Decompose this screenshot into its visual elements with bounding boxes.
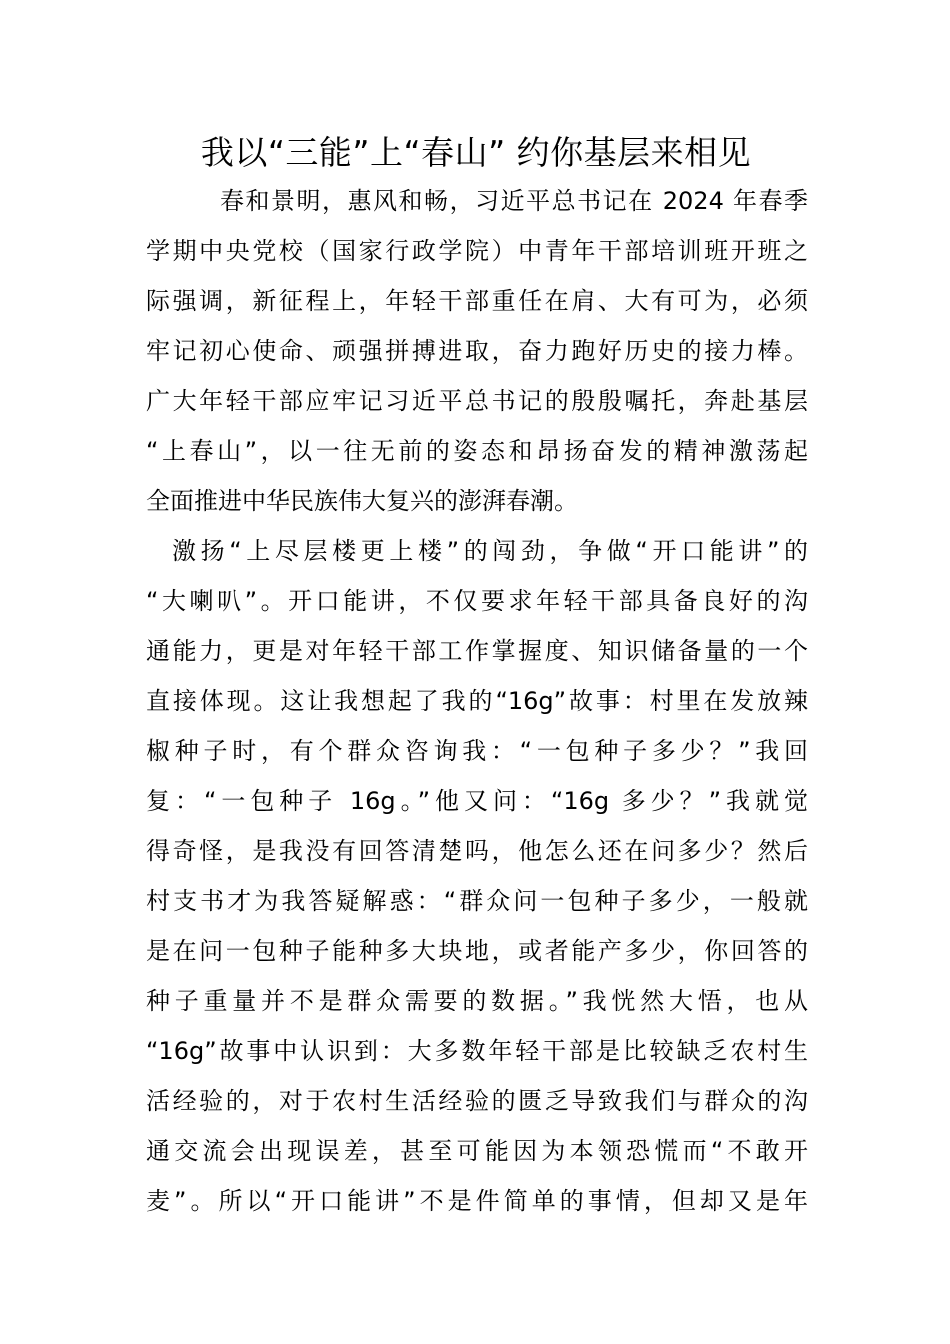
text-line: 学期中央党校（国家行政学院）中青年干部培训班开班之 [146, 237, 808, 265]
text-line: 复：“一包种子 16g。”他又问：“16g 多少？”我就觉 [146, 787, 808, 815]
text-line: 激扬“上尽层楼更上楼”的闯劲，争做“开口能讲”的 [172, 537, 808, 565]
paragraph-1 [146, 176, 808, 526]
text-line: 得奇怪，是我没有回答清楚吗，他怎么还在问多少？然后 [146, 837, 808, 865]
text-line: 麦”。所以“开口能讲”不是件简单的事情，但却又是年 [146, 1187, 808, 1215]
paragraph-2 [146, 526, 808, 1226]
text-line: 通交流会出现误差，甚至可能因为本领恐慌而“不敢开 [146, 1137, 808, 1165]
text-line: 春和景明，惠风和畅，习近平总书记在 2024 年春季 [220, 187, 808, 215]
text-line: 是在问一包种子能种多大块地，或者能产多少，你回答的 [146, 937, 808, 965]
document-body [146, 176, 808, 1226]
text-line: 直接体现。这让我想起了我的“16g”故事：村里在发放辣 [146, 687, 808, 715]
text-line: 通能力，更是对年轻干部工作掌握度、知识储备量的一个 [146, 637, 808, 665]
text-line: 村支书才为我答疑解惑：“群众问一包种子多少，一般就 [146, 887, 808, 915]
text-line: 牢记初心使命、顽强拼搏进取，奋力跑好历史的接力棒。 [146, 337, 808, 365]
text-line: “上春山”，以一往无前的姿态和昂扬奋发的精神激荡起 [146, 437, 808, 465]
text-line: 活经验的，对于农村生活经验的匮乏导致我们与群众的沟 [146, 1087, 808, 1115]
text-line: 际强调，新征程上，年轻干部重任在肩、大有可为，必须 [146, 287, 808, 315]
text-line: 广大年轻干部应牢记习近平总书记的殷殷嘱托，奔赴基层 [146, 387, 808, 415]
text-line: 种子重量并不是群众需要的数据。”我恍然大悟，也从 [146, 987, 808, 1015]
text-line: 椒种子时，有个群众咨询我：“一包种子多少？”我回 [146, 737, 808, 765]
text-line: “16g”故事中认识到：大多数年轻干部是比较缺乏农村生 [146, 1037, 808, 1065]
text-line: “大喇叭”。开口能讲，不仅要求年轻干部具备良好的沟 [146, 587, 808, 615]
document-title: 我以“三能”上“春山” 约你基层来相见 [200, 133, 752, 172]
text-line: 全面推进中华民族伟大复兴的澎湃春潮。 [146, 487, 578, 515]
